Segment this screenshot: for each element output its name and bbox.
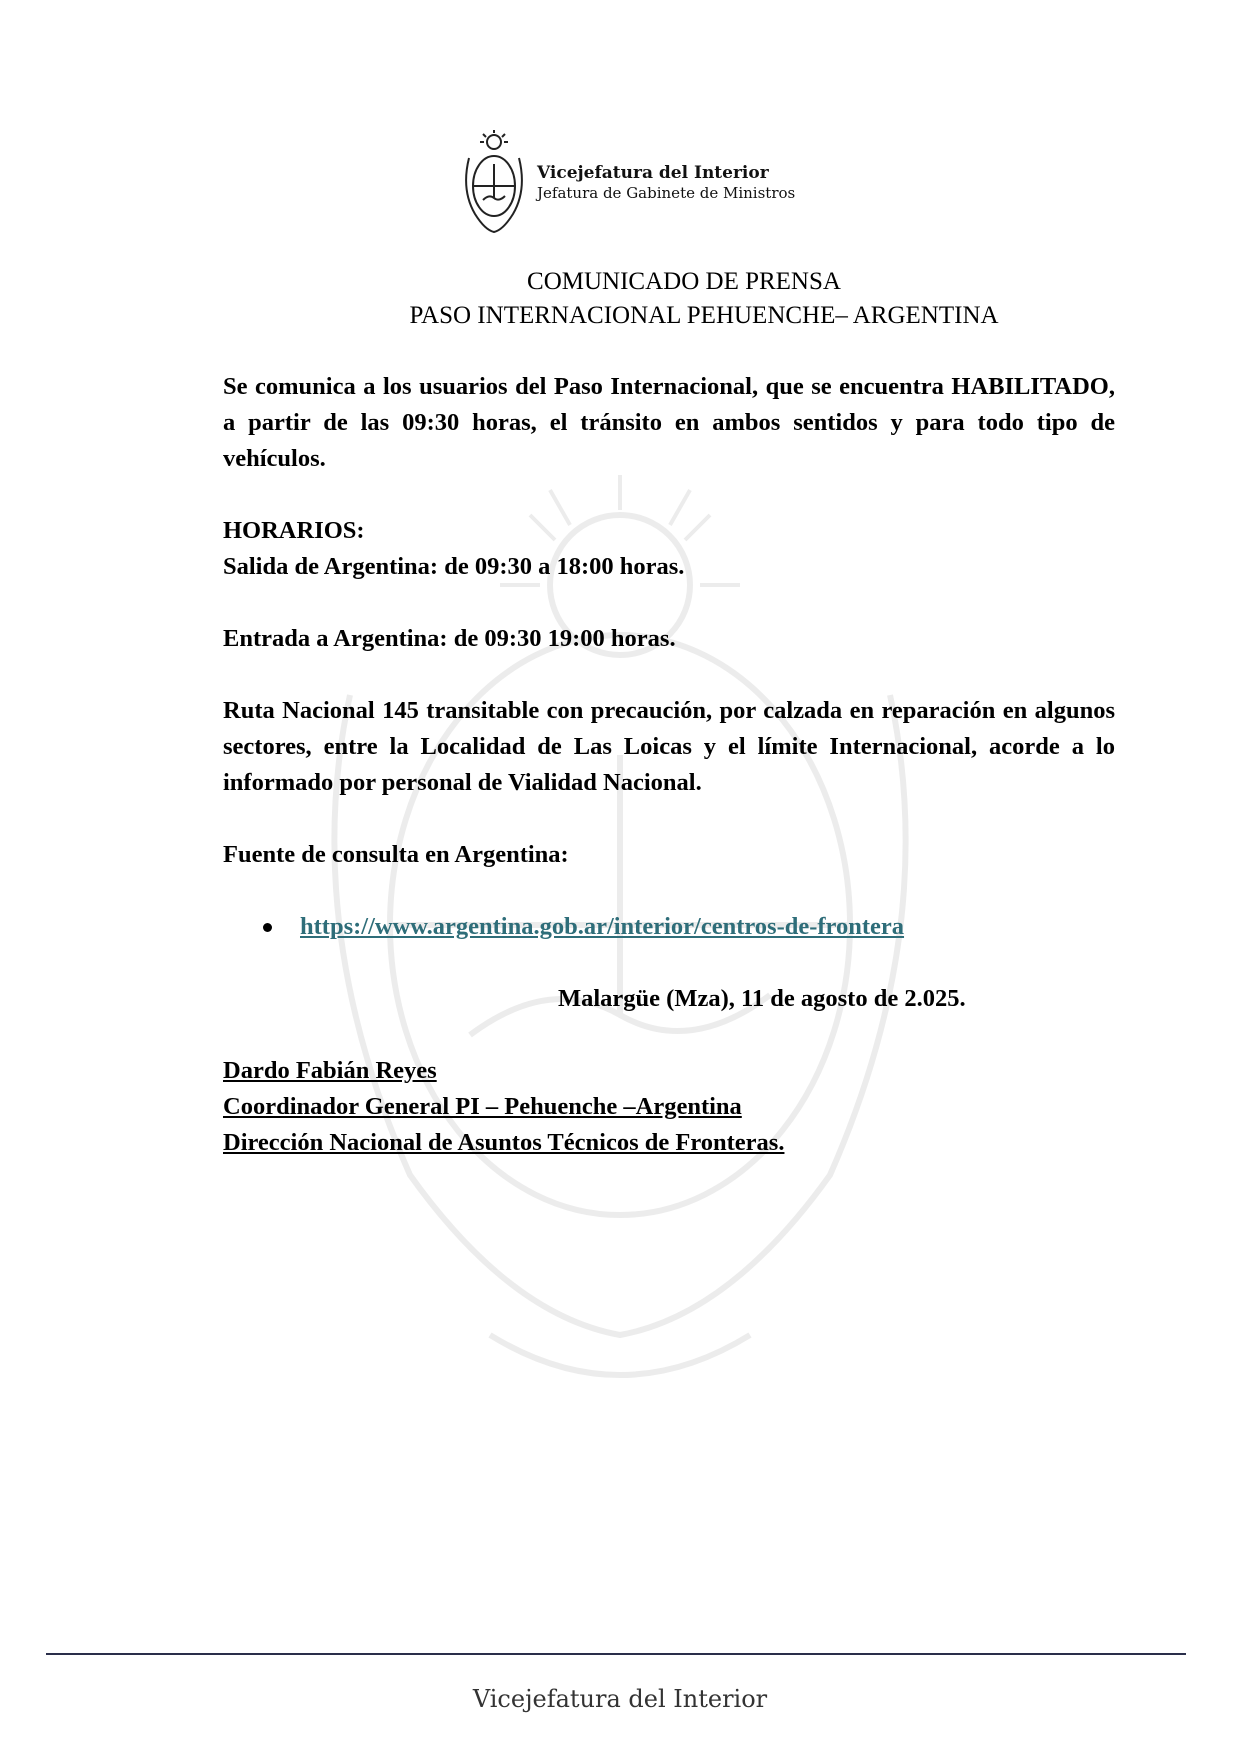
letterhead bbox=[463, 128, 795, 238]
signature-name: Dardo Fabián Reyes bbox=[223, 1057, 437, 1084]
source-list-item bbox=[263, 909, 1115, 945]
header-subtitle: Jefatura de Gabinete de Ministros bbox=[537, 184, 796, 202]
title-line-2: PASO INTERNACIONAL PEHUENCHE– ARGENTINA bbox=[409, 302, 999, 329]
schedule-exit: Salida de Argentina: de 09:30 a 18:00 horas. bbox=[223, 553, 685, 580]
footer-text: Vicejefatura del Interior bbox=[472, 1685, 768, 1713]
intro-paragraph: Se comunica a los usuarios del Paso Internacional, que se encuentra HABILITADO, a partir de las 09:30 horas, el tránsito en ambos sentidos y para todo tipo de vehículos. bbox=[223, 373, 1115, 472]
schedule-entry: Entrada a Argentina: de 09:30 19:00 horas. bbox=[223, 625, 676, 652]
source-heading: Fuente de consulta en Argentina: bbox=[223, 841, 569, 868]
route-notice: Ruta Nacional 145 transitable con precaución, por calzada en reparación en algunos sectores, entre la Localidad de Las Loicas y el límite Internacional, acorde a lo informado por personal de Vialidad Nacional. bbox=[223, 697, 1115, 796]
press-release-body bbox=[223, 265, 1115, 1161]
header-title: Vicejefatura del Interior bbox=[537, 163, 769, 183]
coat-of-arms-seal-icon bbox=[463, 128, 525, 238]
schedule-heading: HORARIOS: bbox=[223, 517, 365, 544]
footer-divider bbox=[46, 1653, 1186, 1655]
title-line-1: COMUNICADO DE PRENSA bbox=[527, 268, 841, 295]
bullet-icon bbox=[263, 923, 272, 932]
source-link[interactable]: https://www.argentina.gob.ar/interior/centros-de-frontera bbox=[300, 913, 905, 940]
signature-office: Dirección Nacional de Asuntos Técnicos de Fronteras. bbox=[223, 1129, 785, 1156]
dateline: Malargüe (Mza), 11 de agosto de 2.025. bbox=[558, 985, 966, 1012]
signature-position: Coordinador General PI – Pehuenche –Argentina bbox=[223, 1093, 742, 1120]
document-title bbox=[223, 265, 1115, 333]
